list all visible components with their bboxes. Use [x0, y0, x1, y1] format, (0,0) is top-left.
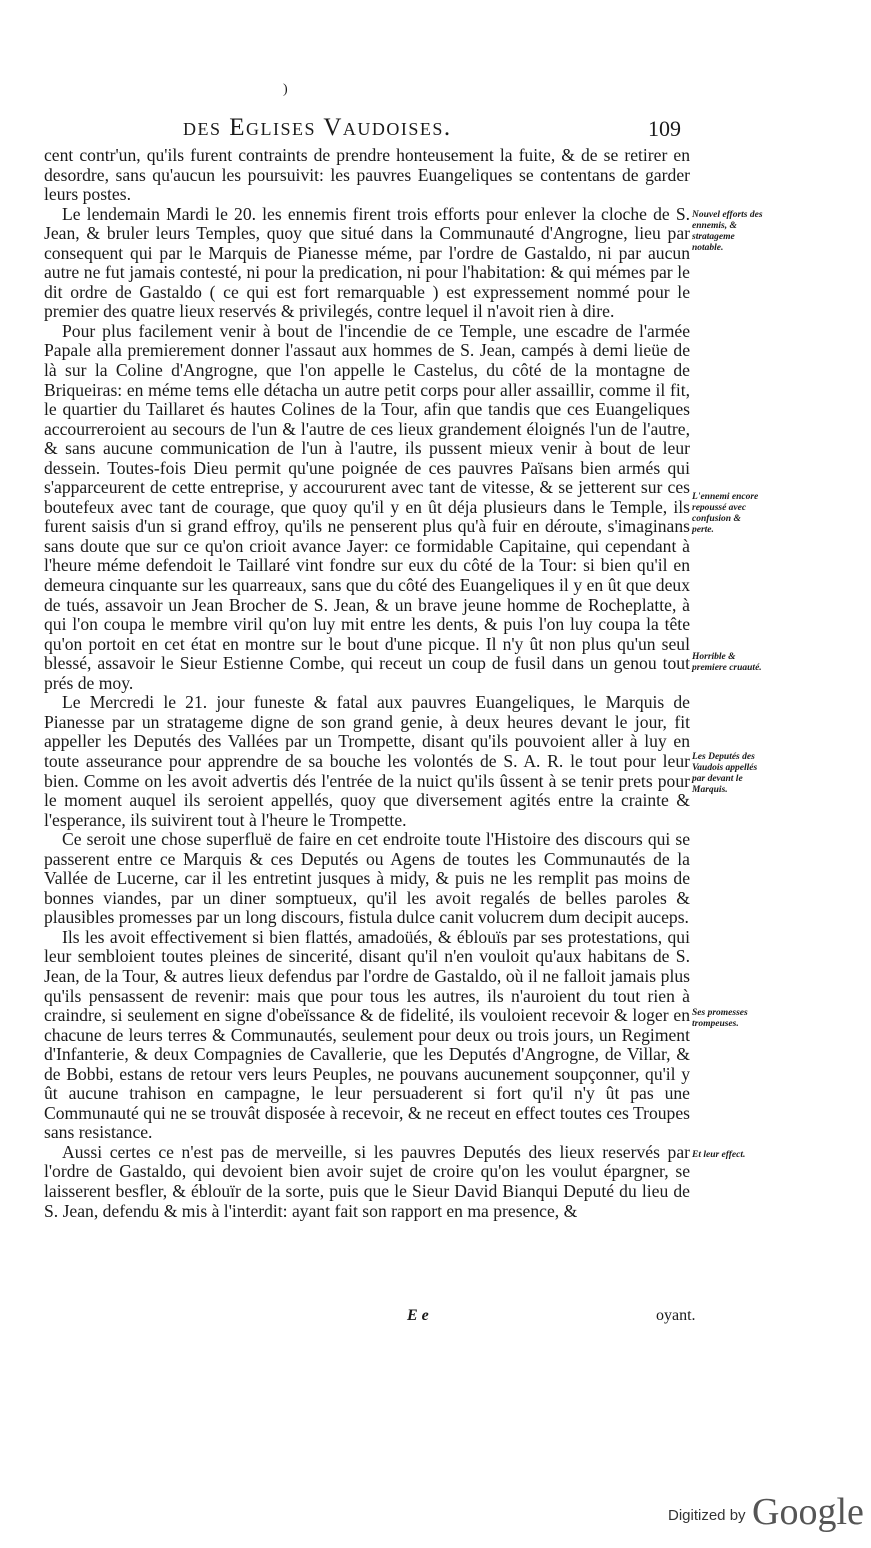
- paragraph-3: Pour plus facilement venir à bout de l'incendie de ce Temple, une escadre de l'armée Papale alla premierement donner l'assaut aux hommes de S. Jean, campés à demi lieüe de là sur la Coline d'Angrogne, que l'on appelle le Castelus, du côté de la montagne de Briqueiras: en méme tems elle détacha un autre petit corps pour aller assaillir, comme il fit, le quartier du Taillaret és hautes Colines de la Tour, afin que tandis que ces Euangeliques accourreroient au secours de l'un & l'autre de ces lieux grandement éloignés l'un de l'autre, & sans aucune communication de l'un à l'autre, ils pussent mieux venir à bout de leur dessein. Toutes-fois Dieu permit qu'une poignée de ces pauvres Païsans bien armés qui s'apparceurent de cette entreprise, y accoururent avec tant de vitesse, & se jetterent sur ces boutefeux avec tant de courage, que quoy qu'il y en ût déja plusieurs dans le Temple, ils furent saisis d'un si grand effroy, qu'ils ne penserent plus qu'à fuir en déroute, s'imaginans sans doute que sur ce qu'on crioit avance Jayer: ce formidable Capitaine, qui cependant à l'heure méme defendoit le Taillaré vint fondre sur eux du côté de la Tour: si bien qu'il en demeura cinquante sur les quarreaux, sans que du côté des Euangeliques il y en ût que deux de tués, assavoir un Jean Brocher de S. Jean, & un brave jeune homme de Rocheplatte, à qui l'on coupa le membre viril qu'on luy mit entre les dents, & puis l'on luy coupa la tête qu'on portoit en cet état en montre sur le bout d'une picque. Il n'y ût non plus qu'un seul blessé, assavoir le Sieur Estienne Combe, qui receut un coup de fusil dans un genou tout prés de moy.: [44, 320, 690, 693]
- paragraph-5: Ce seroit une chose superfluë de faire en cet endroite toute l'Histoire des discours qui se passerent entre ce Marquis & ces Deputés ou Agens de toutes les Communautés de la Vallée de Lucerne, car il les entretint jusques à midy, & puis ne les remplit pas moins de bonnes viandes, par un diner somptueux, qu'il les avoit regalés de belles paroles & plausibles promesses par un long discours, fistula dulce canit volucrem dum decipit auceps.: [44, 829, 690, 928]
- margin-note-6: Et leur effect.: [692, 1150, 746, 1160]
- margin-note-2: L'ennemi encore repoussé avec confusion & perte.: [692, 492, 759, 535]
- running-title: des Eglises Vaudoises.: [183, 114, 452, 141]
- margin-note-4: Les Deputés des Vaudois appellés par devant le Marquis.: [692, 752, 758, 795]
- margin-note-3: Horrible & premiere cruauté.: [692, 652, 762, 673]
- margin-note-5: Ses promesses trompeuses.: [692, 1008, 748, 1029]
- signature-mark: E e: [407, 1307, 429, 1324]
- digitized-by-label: Digitized by: [668, 1507, 746, 1524]
- page-header: [0, 114, 871, 144]
- paragraph-4: Le Mercredi le 21. jour funeste & fatal aux pauvres Euangeliques, le Marquis de Pianesse par un stratageme digne de son grand genie, à deux heures devant le jour, fit appeller les Deputés des Vallées par un Trompette, disant qu'ils pouvoient aller à luy en toute asseurance pour apprendre de sa bouche les volontés de S. A. R. le tout pour leur bien. Comme on les avoit advertis dés l'entrée de la nuict qu'ils ûssent à se tenir prets pour le moment auquel ils seroient appellés, quoy que diversement agités entre la crainte & l'esperance, ils suivirent tout à l'heure le Trompette.: [44, 692, 690, 830]
- margin-note-1: Nouvel efforts des ennemis, & stratageme notable.: [692, 210, 763, 253]
- body-text: [44, 146, 690, 1221]
- paragraph-1: cent contr'un, qu'ils furent contraints de prendre honteusement la fuite, & de se retirer en desordre, sans qu'aucun les poursuivit: les pauvres Euangeliques se contentans de garder leurs postes.: [44, 145, 690, 205]
- google-logo: Google: [752, 1491, 864, 1533]
- paragraph-2: Le lendemain Mardi le 20. les ennemis firent trois efforts pour enlever la cloche de S. Jean, & bruler leurs Temples, quoy que situé dans la Communauté d'Angrogne, lieu par consequent qui par le Marquis de Pianesse méme, par l'ordre de Gastaldo, ni par aucun autre ne fut jamais contesté, ni pour la predication, ni pour l'habitation: & qui mémes par le dit ordre de Gastaldo ( ce qui est fort remarquable ) est expressement nommé pour le premier des quatre lieux reservés & privilegés, contre lequel il n'avoit rien à dire.: [44, 203, 690, 322]
- stray-mark: ): [283, 82, 288, 97]
- paragraph-7: Aussi certes ce n'est pas de merveille, si les pauvres Deputés des lieux reservés par l'ordre de Gastaldo, qui devoient bien avoir sujet de croire qu'on les voulut épargner, se laisserent besfler, & éblouïr de la sorte, puis que le Sieur David Bianqui Deputé du lieu de S. Jean, defendu & mis à l'interdit: ayant fait son rapport en ma presence, &: [44, 1141, 690, 1221]
- paragraph-6: Ils les avoit effectivement si bien flattés, amadoüés, & éblouïs par ses protestations, qui leur sembloient toutes pleines de sincerité, disant qu'il n'en vouloit qu'aux habitans de S. Jean, de la Tour, & autres lieux defendus par l'ordre de Gastaldo, où il ne falloit jamais plus qu'ils pensassent de revenir: mais que pour tous les autres, ils n'auroient du tout rien à craindre, si seulement en signe d'obeïssance & de fidelité, ils vouloient recevoir & loger en chacune de leurs terres & Communautés, seulement pour deux ou trois jours, un Regiment d'Infanterie, & deux Compagnies de Cavallerie, que les Deputés d'Angrogne, de Villar, & de Bobbi, estans de retour vers leurs Peuples, ne pouvans aucunement soupçonner, qu'il y ût aucune trahison en campagne, le leur persuaderent si fort qu'il n'y ût pas une Communauté qui ne se trouvât disposée à recevoir, & ne receut en effect toutes ces Troupes sans resistance.: [44, 926, 690, 1143]
- catchword: oyant.: [656, 1307, 696, 1324]
- page-number: 109: [648, 116, 681, 141]
